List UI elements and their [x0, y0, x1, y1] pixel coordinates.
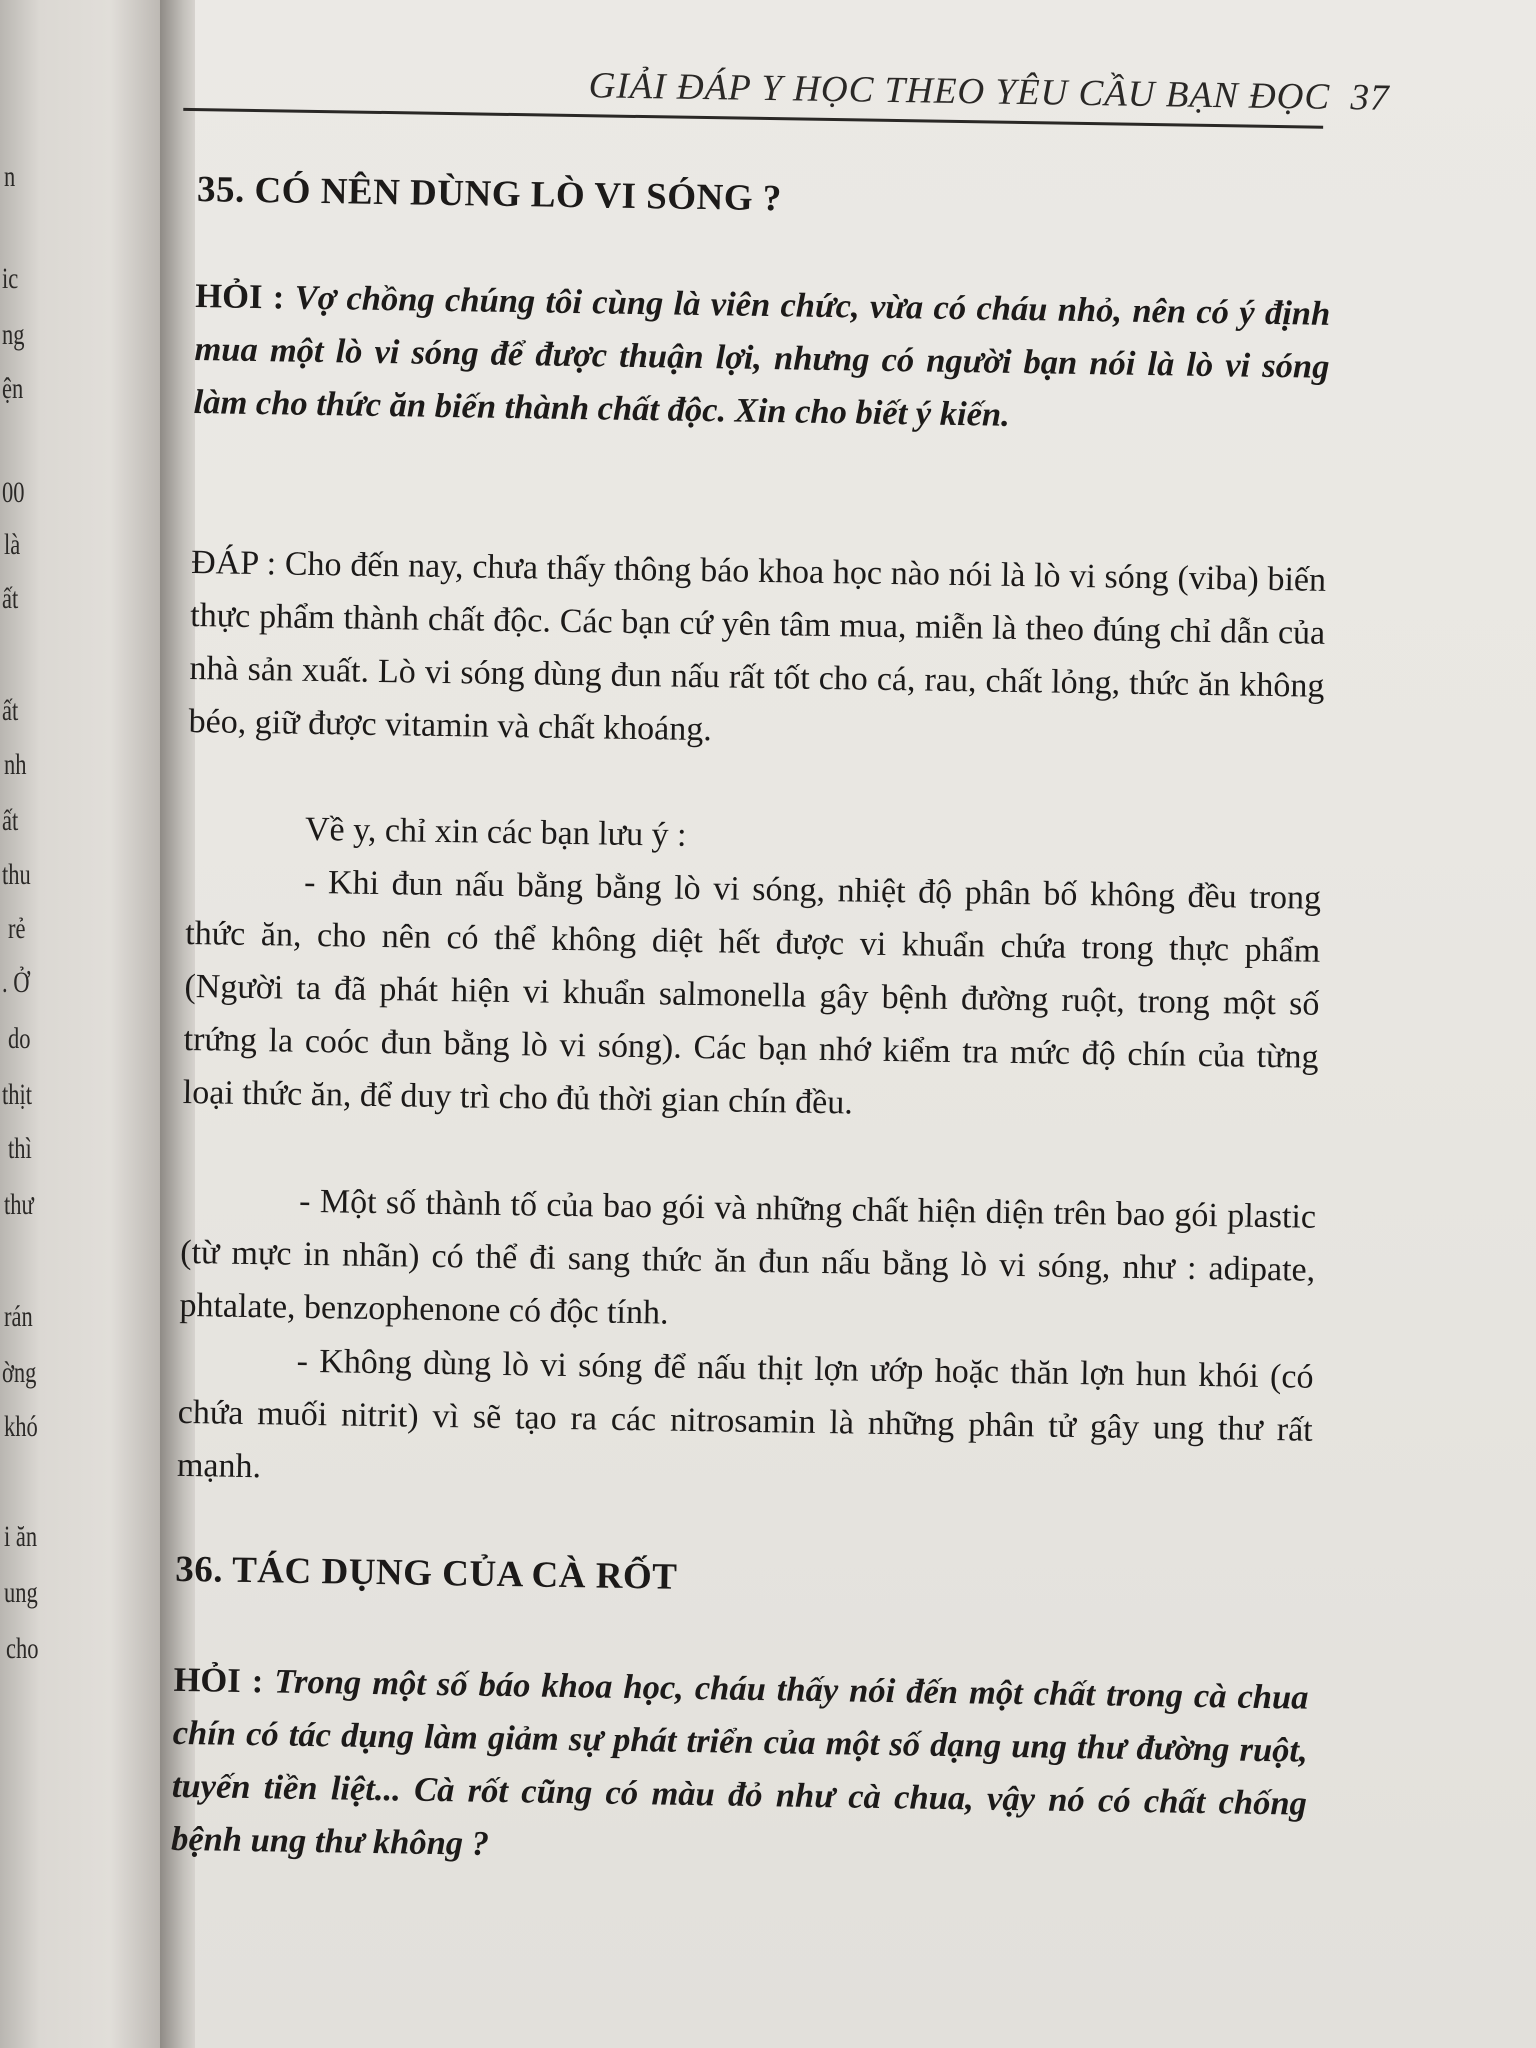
- left-fragment: . Ở: [2, 966, 30, 999]
- left-fragment: ất: [2, 694, 19, 727]
- left-fragment: n: [4, 160, 16, 193]
- section-35-question: [193, 270, 1330, 447]
- question-label: HỎI :: [195, 277, 285, 317]
- left-page-text-fragments: [0, 0, 160, 2048]
- left-fragment: khó: [4, 1410, 38, 1443]
- page-number: 37: [1350, 77, 1390, 119]
- left-fragment: ờng: [2, 1356, 37, 1389]
- left-fragment: thư: [4, 1188, 34, 1221]
- section-35-title: 35. CÓ NÊN DÙNG LÒ VI SÓNG ?: [196, 169, 783, 220]
- left-fragment: ất: [2, 804, 19, 837]
- right-page: [170, 0, 1536, 2048]
- left-fragment: ất: [2, 582, 19, 615]
- left-fragment: rẻ: [8, 912, 26, 945]
- section-36-question: [171, 1654, 1309, 1884]
- left-fragment: ung: [4, 1576, 38, 1609]
- left-fragment: ng: [2, 318, 25, 351]
- note-intro: Về y, chỉ xin các bạn lưu ý :: [304, 810, 687, 854]
- running-title: GIẢI ĐÁP Y HỌC THEO YÊU CẦU BẠN ĐỌC: [588, 65, 1331, 118]
- left-fragment: 00: [2, 476, 25, 509]
- left-fragment: ện: [2, 372, 24, 405]
- left-fragment: nh: [4, 748, 27, 781]
- left-fragment: i ăn: [4, 1520, 38, 1553]
- left-fragment: thì: [8, 1132, 32, 1165]
- running-header: [588, 64, 1390, 120]
- answer-text: Cho đến nay, chưa thấy thông báo khoa học nào nói là lò vi sóng (viba) biến thực phẩm thành chất độc. Các bạn cứ yên tâm mua, miễn là theo đúng chỉ dẫn của nhà sản xuất. Lò vi sóng dùng đun nấu rất tốt cho cá, rau, chất lỏng, thức ăn không béo, giữ được vitamin và chất khoáng.: [188, 545, 1327, 749]
- left-fragment: rán: [4, 1300, 33, 1333]
- question-label: HỎI :: [173, 1660, 264, 1701]
- left-fragment: cho: [6, 1632, 39, 1665]
- section-36-title: 36. TÁC DỤNG CỦA CÀ RỐT: [175, 1548, 678, 1598]
- note-1: - Khi đun nấu bằng bằng lò vi sóng, nhiệt độ phân bố không đều trong thức ăn, cho nên có thể không diệt hết được vi khuẩn chứa trong thực phẩm (Người ta đã phát hiện vi khuẩn salmonella gây bệnh đường ruột, trong một số trứng la coóc đun bằng lò vi sóng). Các bạn nhớ kiểm tra mức độ chín của từng loại thức ăn, để duy trì cho đủ thời gian chín đều.: [182, 863, 1322, 1122]
- question-text: Trong một số báo khoa học, cháu thấy nói đến một chất trong cà chua chín có tác dụng làm giảm sự phát triển của một số dạng ung thư đường ruột, tuyến tiền liệt... Cà rốt cũng có màu đỏ như cà chua, vậy nó có chất chống bệnh ung thư không ?: [170, 1662, 1309, 1863]
- note-2: - Một số thành tố của bao gói và những chất hiện diện trên bao gói plastic (từ mực in nhãn) có thể đi sang thức ăn đun nấu bằng lò vi sóng, như : adipate, phtalate, benzophenone có độc tính.: [179, 1182, 1317, 1332]
- page-content: [163, 0, 1536, 2048]
- answer-label: ĐÁP :: [190, 544, 277, 583]
- section-35-answer: [188, 536, 1326, 766]
- question-text: Vợ chồng chúng tôi cùng là viên chức, vừa có cháu nhỏ, nên có ý định mua một lò vi sóng để được thuận lợi, nhưng có người bạn nói là lò vi sóng làm cho thức ăn biến thành chất độc. Xin cho biết ý kiến.: [193, 278, 1331, 434]
- left-fragment: là: [4, 528, 21, 561]
- note-3: - Không dùng lò vi sóng để nấu thịt lợn ướp hoặc thăn lợn hun khói (có chứa muối nitrit) vì sẽ tạo ra các nitrosamin là những phân tử gây ung thư rất mạnh.: [176, 1342, 1314, 1486]
- left-fragment: thịt: [2, 1078, 33, 1111]
- left-fragment: thu: [2, 858, 31, 891]
- left-facing-page: [0, 0, 170, 2048]
- left-fragment: do: [8, 1022, 31, 1055]
- left-fragment: ic: [2, 262, 19, 295]
